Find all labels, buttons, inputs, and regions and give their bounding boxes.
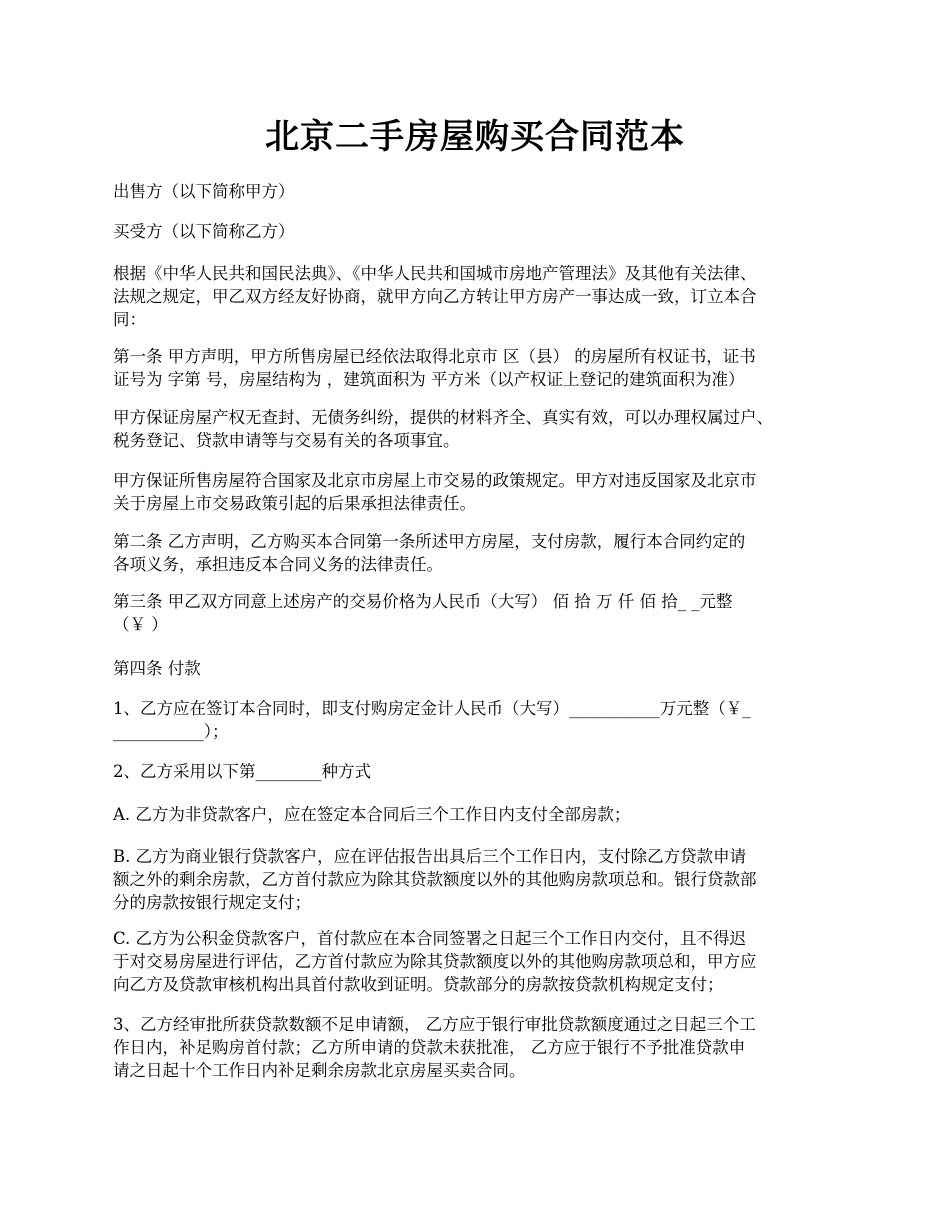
paragraph: [113, 406, 853, 452]
paragraph: [113, 530, 853, 576]
paragraph-line: A. 乙方为非贷款客户，应在签定本合同后三个工作日内支付全部房款；: [113, 805, 631, 824]
paragraph: [113, 803, 853, 826]
paragraph: [113, 180, 853, 203]
paragraph-line: 第四条 付款: [113, 659, 201, 678]
paragraph-line: 甲方保证房屋产权无查封、无债务纠纷，提供的材料齐全、真实有效，可以办理权属过户、: [113, 408, 773, 427]
paragraph-line: 2、乙方采用以下第________种方式: [113, 762, 371, 781]
paragraph: [113, 760, 853, 783]
paragraph-line: C. 乙方为公积金贷款客户，首付款应在本合同签署之日起三个工作日内交付，且不得迟: [113, 929, 747, 948]
paragraph-line: 请之日起十个工作日内补足剩余房款北京房屋买卖合同。: [113, 1061, 526, 1080]
paragraph-line: 同：: [113, 310, 146, 329]
document-title: 北京二手房屋购买合同范本: [265, 117, 685, 157]
paragraph: [113, 697, 853, 743]
paragraph-line: 第一条 甲方声明，甲方所售房屋已经依法取得北京市 区（县） 的房屋所有权证书，证书: [113, 347, 756, 366]
paragraph-line: 于对交易房屋进行评估，乙方首付款应为除其贷款额度以外的其他购房款项总和，甲方应: [113, 952, 757, 971]
paragraph-line: 额之外的剩余房款，乙方首付款应为除其贷款额度以外的其他购房款项总和。银行贷款部: [113, 870, 757, 889]
paragraph-line: 作日内，补足购房首付款；乙方所申请的贷款未获批准， 乙方应于银行不予批准贷款申: [113, 1038, 746, 1057]
paragraph-line: 1、乙方应在签订本合同时，即支付购房定金计人民币（大写）___________万元整（￥_: [113, 699, 751, 718]
paragraph: [113, 657, 853, 680]
paragraph-line: 向乙方及贷款审核机构出具首付款收到证明。贷款部分的房款按贷款机构规定支付；: [113, 975, 724, 994]
paragraph: [113, 845, 853, 914]
paragraph-line: 法规之规定，甲乙双方经友好协商，就甲方向乙方转让甲方房产一事达成一致，订立本合: [113, 287, 757, 306]
paragraph: [113, 1013, 853, 1082]
paragraph: [113, 469, 853, 515]
paragraph-line: 证号为 字第 号，房屋结构为 ，建筑面积为 平方米（以产权证上登记的建筑面积为准）: [113, 370, 745, 389]
paragraph-line: 第二条 乙方声明，乙方购买本合同第一条所述甲方房屋，支付房款，履行本合同约定的: [113, 532, 746, 551]
paragraph-line: 第三条 甲乙双方同意上述房产的交易价格为人民币（大写） 佰 拾 万 仟 佰 拾_ _元整: [113, 592, 733, 611]
paragraph: [113, 345, 853, 391]
paragraph-line: 甲方保证所售房屋符合国家及北京市房屋上市交易的政策规定。甲方对违反国家及北京市: [113, 471, 757, 490]
paragraph-line: 税务登记、贷款申请等与交易有关的各项事宜。: [113, 431, 460, 450]
paragraph-line: 根据《中华人民共和国民法典》、《中华人民共和国城市房地产管理法》及其他有关法律、: [113, 264, 757, 283]
paragraph: [113, 927, 853, 996]
paragraph-line: B. 乙方为商业银行贷款客户，应在评估报告出具后三个工作日内，支付除乙方贷款申请: [113, 847, 747, 866]
paragraph-line: 出售方（以下简称甲方）: [113, 182, 295, 201]
paragraph-line: ___________）；: [113, 722, 229, 741]
paragraph: [113, 590, 853, 636]
paragraph-line: 3、乙方经审批所获贷款数额不足申请额， 乙方应于银行审批贷款额度通过之日起三个工: [113, 1015, 756, 1034]
paragraph: [113, 262, 853, 331]
paragraph-line: 关于房屋上市交易政策引起的后果承担法律责任。: [113, 494, 476, 513]
paragraph-line: （￥ ）: [113, 615, 168, 634]
paragraph-line: 买受方（以下简称乙方）: [113, 222, 295, 241]
paragraph: [113, 220, 853, 243]
paragraph-line: 各项义务，承担违反本合同义务的法律责任。: [113, 555, 443, 574]
paragraph-line: 分的房款按银行规定支付；: [113, 893, 311, 912]
